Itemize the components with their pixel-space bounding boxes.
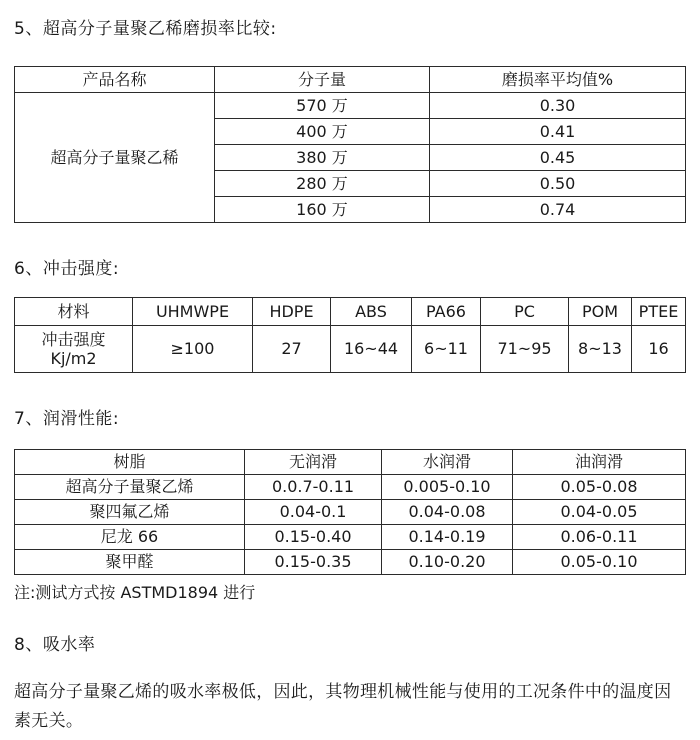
molecular-weight-cell: 400 万: [215, 119, 430, 145]
value-cell: 27: [253, 326, 331, 373]
lubrication-table: [14, 449, 686, 575]
section-8-heading: 8、吸水率: [14, 635, 96, 655]
table-header-row: [15, 298, 686, 326]
oil-lubrication-cell: 0.05-0.10: [513, 550, 686, 575]
header-cell: ABS: [331, 298, 412, 326]
table-header-row: [15, 450, 686, 475]
molecular-weight-cell: 160 万: [215, 197, 430, 223]
value-cell: 16: [632, 326, 686, 373]
molecular-weight-cell: 380 万: [215, 145, 430, 171]
no-lubrication-cell: 0.0.7-0.11: [245, 475, 382, 500]
header-cell: 油润滑: [513, 450, 686, 475]
value-cell: 16~44: [331, 326, 412, 373]
water-lubrication-cell: 0.005-0.10: [382, 475, 513, 500]
value-cell: 71~95: [481, 326, 569, 373]
header-cell: 树脂: [15, 450, 245, 475]
header-cell: PA66: [412, 298, 481, 326]
table-row: [15, 475, 686, 500]
table-row: [15, 525, 686, 550]
value-cell: 6~11: [412, 326, 481, 373]
header-cell: 分子量: [215, 67, 430, 93]
no-lubrication-cell: 0.15-0.40: [245, 525, 382, 550]
header-cell: 水润滑: [382, 450, 513, 475]
value-cell: 8~13: [569, 326, 632, 373]
impact-strength-table: [14, 297, 686, 373]
table-header-row: [15, 67, 686, 93]
table-row: [15, 326, 686, 373]
table-row: [15, 500, 686, 525]
header-cell: HDPE: [253, 298, 331, 326]
water-lubrication-cell: 0.14-0.19: [382, 525, 513, 550]
resin-cell: 聚四氟乙烯: [15, 500, 245, 525]
resin-cell: 聚甲醛: [15, 550, 245, 575]
wear-rate-table: [14, 66, 686, 223]
section-6-heading: 6、冲击强度:: [14, 259, 120, 279]
header-cell: PC: [481, 298, 569, 326]
no-lubrication-cell: 0.04-0.1: [245, 500, 382, 525]
table-row: [15, 93, 686, 119]
value-cell: ≥100: [133, 326, 253, 373]
oil-lubrication-cell: 0.05-0.08: [513, 475, 686, 500]
oil-lubrication-cell: 0.04-0.05: [513, 500, 686, 525]
wear-rate-cell: 0.74: [430, 197, 686, 223]
molecular-weight-cell: 280 万: [215, 171, 430, 197]
header-cell: UHMWPE: [133, 298, 253, 326]
no-lubrication-cell: 0.15-0.35: [245, 550, 382, 575]
wear-rate-cell: 0.50: [430, 171, 686, 197]
header-cell: POM: [569, 298, 632, 326]
wear-rate-cell: 0.30: [430, 93, 686, 119]
header-cell: PTEE: [632, 298, 686, 326]
header-cell: 材料: [15, 298, 133, 326]
wear-rate-cell: 0.41: [430, 119, 686, 145]
wear-rate-cell: 0.45: [430, 145, 686, 171]
water-lubrication-cell: 0.04-0.08: [382, 500, 513, 525]
water-lubrication-cell: 0.10-0.20: [382, 550, 513, 575]
molecular-weight-cell: 570 万: [215, 93, 430, 119]
product-name-cell: 超高分子量聚乙稀: [15, 93, 215, 223]
section-7-heading: 7、润滑性能:: [14, 409, 120, 429]
resin-cell: 尼龙 66: [15, 525, 245, 550]
row-label-cell: [15, 326, 133, 373]
header-cell: 产品名称: [15, 67, 215, 93]
resin-cell: 超高分子量聚乙烯: [15, 475, 245, 500]
water-absorption-paragraph: 超高分子量聚乙烯的吸水率极低，因此，其物理机械性能与使用的工况条件中的温度因素无关。: [14, 682, 672, 731]
header-cell: 无润滑: [245, 450, 382, 475]
table-row: [15, 550, 686, 575]
header-cell: 磨损率平均值%: [430, 67, 686, 93]
section-5-heading: 5、超高分子量聚乙稀磨损率比较:: [14, 19, 277, 39]
row-label-unit: Kj/m2: [50, 349, 97, 368]
row-label-line: 冲击强度: [41, 329, 106, 349]
oil-lubrication-cell: 0.06-0.11: [513, 525, 686, 550]
test-method-note: 注:测试方式按 ASTMD1894 进行: [14, 583, 256, 602]
